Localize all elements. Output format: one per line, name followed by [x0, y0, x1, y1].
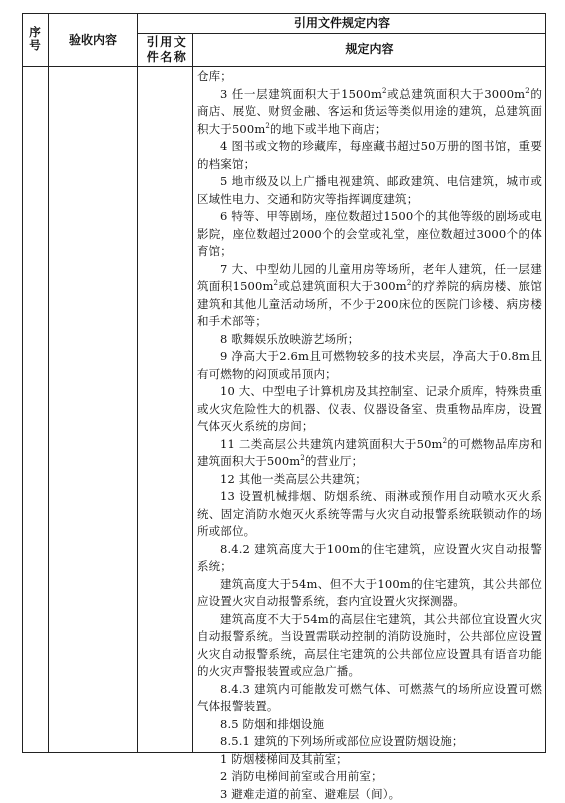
content-cell — [197, 68, 542, 752]
content-line: 3 任一层建筑面积大于$1500m^2$或总建筑面积大于$3000m^2$的商店、展览、财贸金融、客运和货运等类似用途的建筑，总建筑面积大于$500m^2$的地下或半地下商店； — [197, 86, 542, 139]
content-line: 6 特等、甲等剧场，座位数超过1500个的其他等级的剧场或电影院，座位数超过2000个的会堂或礼堂，座位数超过3000个的体育馆； — [197, 208, 542, 261]
header-content: 规定内容 — [193, 42, 546, 56]
header-item: 验收内容 — [49, 33, 137, 47]
content-line: 建筑高度不大于54m的高层住宅建筑，其公共部位宜设置火灾自动报警系统。当设置需联动控制的消防设施时，公共部位应设置火灾自动报警系统，高层住宅建筑的公共部位应设置具有语音功能的火灾声警报装置或应急广播。 — [197, 611, 542, 681]
content-line: 7 大、中型幼儿园的儿童用房等场所，老年人建筑，任一层建筑面积$1500m^2$或总建筑面积大于$300m^2$的疗养院的病房楼、旅馆建筑和其他儿童活动场所，不少于200床位的医院门诊楼、病房楼和手术部等； — [197, 261, 542, 331]
divider-item-doc — [137, 13, 138, 753]
content-line: 2 消防电梯间前室或合用前室； — [197, 768, 542, 786]
content-line: 5 地市级及以上广播电视建筑、邮政建筑、电信建筑，城市或区域性电力、交通和防灾等指挥调度建筑； — [197, 173, 542, 208]
header-no: 序号 — [24, 26, 46, 52]
content-line: 仓库； — [197, 68, 542, 86]
content-line: 13 设置机械排烟、防烟系统、雨淋或预作用自动喷水灭火系统、固定消防水炮灭火系统等需与火灾自动报警系统联锁动作的场所或部位。 — [197, 488, 542, 541]
content-line: 建筑高度大于54m、但不大于100m的住宅建筑，其公共部位应设置火灾自动报警系统，套内宜设置火灾探测器。 — [197, 576, 542, 611]
content-line: 1 防烟楼梯间及其前室； — [197, 751, 542, 769]
header-bottom-divider — [22, 66, 546, 67]
content-line: 10 大、中型电子计算机房及其控制室、记录介质库，特殊贵重或火灾危险性大的机器、仪表、仪器设备室、贵重物品库房，设置气体灭火系统的房间； — [197, 383, 542, 436]
content-line: 4 图书或文物的珍藏库，每座藏书超过50万册的图书馆，重要的档案馆； — [197, 138, 542, 173]
content-line: 11 二类高层公共建筑内建筑面积大于$50m^2$的可燃物品库房和建筑面积大于$500m^2$的营业厅； — [197, 436, 542, 471]
content-line: 8.5.1 建筑的下列场所或部位应设置防烟设施； — [197, 733, 542, 751]
content-line: 3 避难走道的前室、避难层（间）。 — [197, 786, 542, 803]
content-line: 8.4.3 建筑内可能散发可燃气体、可燃蒸气的场所应设置可燃气体报警装置。 — [197, 681, 542, 716]
divider-no-item — [48, 13, 49, 753]
header-group: 引用文件规定内容 — [138, 16, 546, 30]
header-doc-name: 引用文件名称 — [146, 35, 188, 65]
content-line: 8.4.2 建筑高度大于100m的住宅建筑，应设置火灾自动报警系统； — [197, 541, 542, 576]
content-line: 8 歌舞娱乐放映游艺场所； — [197, 331, 542, 349]
divider-doc-content — [192, 33, 193, 753]
content-line: 12 其他一类高层公共建筑； — [197, 471, 542, 489]
content-line: 8.5 防烟和排烟设施 — [197, 716, 542, 734]
content-line: 9 净高大于2.6m且可燃物较多的技术夹层，净高大于0.8m且有可燃物的闷顶或吊顶内； — [197, 348, 542, 383]
header-group-divider — [137, 33, 546, 34]
